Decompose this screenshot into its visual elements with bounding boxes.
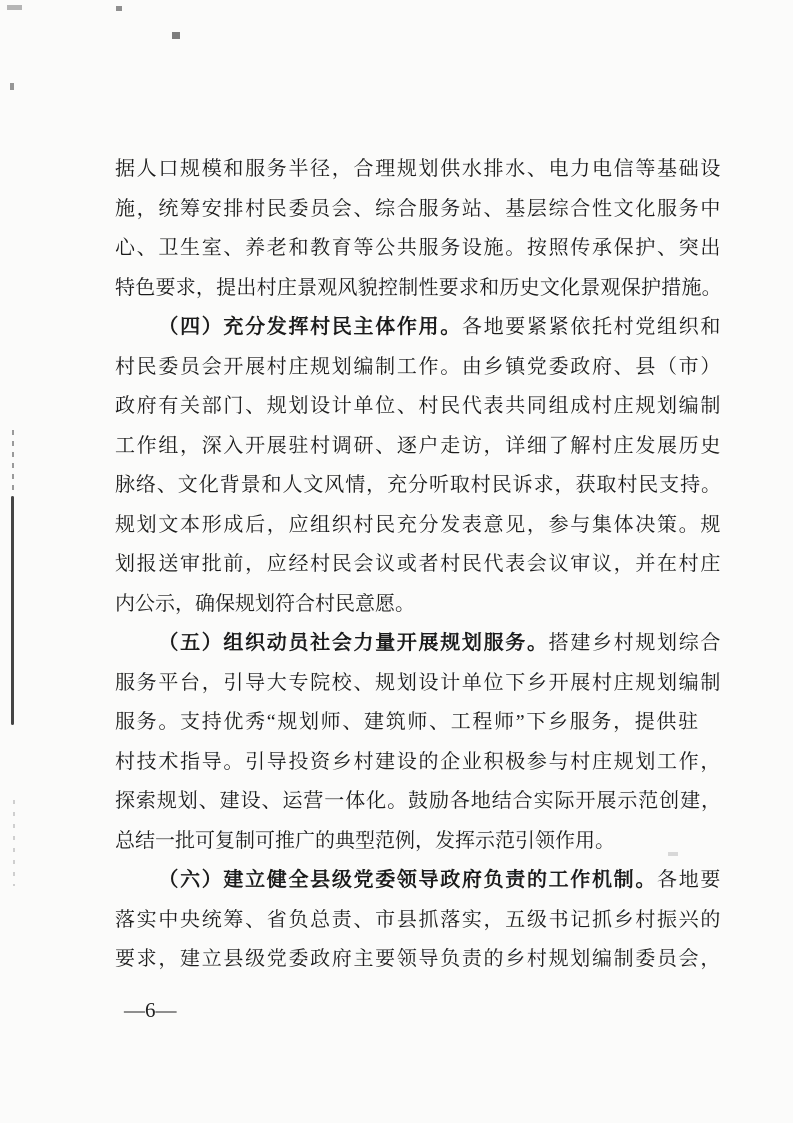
scan-edge-streak: [12, 430, 14, 492]
text-segment: 心、卫生室、养老和教育等公共服务设施。按照传承保护、突出: [115, 237, 723, 259]
text-line: [115, 585, 722, 625]
text-line: [115, 703, 722, 743]
text-segment: 各地要: [657, 869, 723, 891]
text-segment: 要求，建立县级党委政府主要领导负责的乡村规划编制委员会，: [115, 948, 723, 970]
text-segment: 工作组，深入开展驻村调研、逐户走访，详细了解村庄发展历史: [115, 434, 723, 457]
document-text-block: [115, 150, 722, 980]
text-line: [115, 308, 722, 348]
page-number: —6—: [124, 998, 177, 1022]
text-segment: 探索规划、建设、运营一体化。鼓励各地结合实际开展示范创建，: [115, 790, 722, 812]
text-segment: 脉络、文化背景和人文风情，充分听取村民诉求，获取村民支持。: [115, 474, 722, 496]
text-segment: 服务平台，引导大专院校、规划设计单位下乡开展村庄规划编制: [115, 671, 723, 694]
text-line: [115, 545, 722, 585]
text-segment: 内公示，确保规划符合村民意愿。: [115, 592, 415, 615]
scan-edge-streak: [13, 800, 15, 886]
text-line: [115, 466, 722, 506]
text-segment: 各地要紧紧依托村党组织和: [461, 316, 723, 338]
text-line: [115, 387, 722, 427]
text-line: [115, 940, 722, 980]
text-line: [115, 150, 722, 190]
scan-speck: [10, 83, 14, 90]
text-segment: 落实中央统筹、省负总责、市县抓落实，五级书记抓乡村振兴的: [115, 908, 723, 931]
text-segment: 特色要求，提出村庄景观风貌控制性要求和历史文化景观保护措施。: [115, 276, 722, 299]
text-segment: 政府有关部门、规划设计单位、村民代表共同组成村庄规划编制: [115, 395, 723, 417]
text-segment: 据人口规模和服务半径，合理规划供水排水、电力电信等基础设: [115, 158, 723, 180]
section-heading: （五）组织动员社会力量开展规划服务。: [158, 632, 549, 654]
text-line: [115, 901, 722, 941]
text-segment: 村技术指导。引导投资乡村建设的企业积极参与村庄规划工作，: [115, 750, 723, 773]
text-segment: 划报送审批前，应经村民会议或者村民代表会议审议，并在村庄: [115, 553, 723, 575]
text-line: [115, 190, 722, 230]
text-segment: 总结一批可复制可推广的典型范例，发挥示范引领作用。: [115, 829, 615, 852]
text-segment: 搭建乡村规划综合: [548, 632, 723, 654]
scan-speck: [116, 6, 122, 11]
section-heading: （六）建立健全县级党委领导政府负责的工作机制。: [158, 869, 658, 891]
scan-speck: [7, 5, 22, 10]
text-line: [115, 822, 722, 862]
text-line: [115, 427, 722, 467]
text-line: [115, 624, 722, 664]
section-heading: （四）充分发挥村民主体作用。: [158, 316, 462, 338]
text-line: [115, 861, 722, 901]
text-line: [115, 348, 722, 388]
text-segment: 施，统筹安排村民委员会、综合服务站、基层综合性文化服务中: [115, 197, 723, 220]
text-line: [115, 782, 722, 822]
text-line: [115, 664, 722, 704]
text-segment: 规划文本形成后，应组织村民充分发表意见，参与集体决策。规: [115, 513, 723, 536]
text-line: [115, 269, 722, 309]
text-line: [115, 743, 722, 783]
scan-edge-streak: [11, 496, 14, 725]
scan-speck: [172, 32, 180, 39]
text-line: [115, 506, 722, 546]
text-segment: 服务。支持优秀“规划师、建筑师、工程师”下乡服务，提供驻: [115, 711, 700, 733]
text-segment: 村民委员会开展村庄规划编制工作。由乡镇党委政府、县（市）: [115, 355, 723, 378]
text-line: [115, 229, 722, 269]
